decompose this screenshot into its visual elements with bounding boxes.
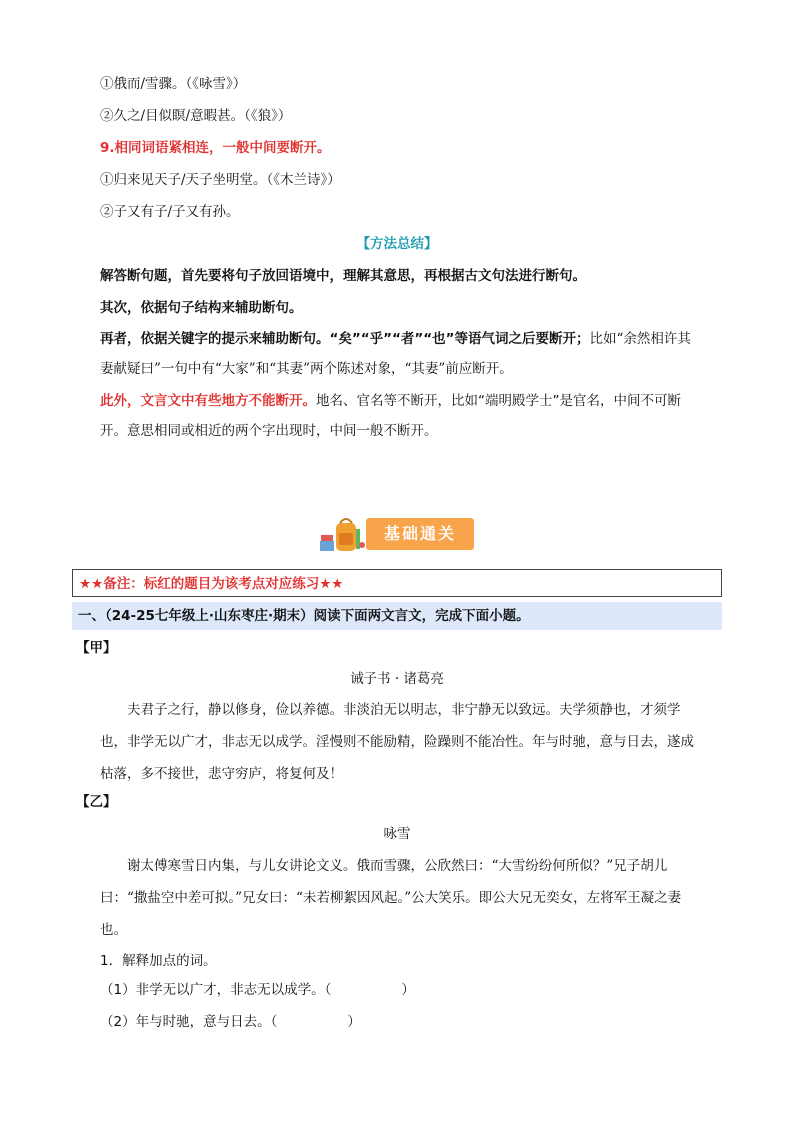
method-paragraph-3-bold: 再者，依据关键字的提示来辅助断句。“矣”“乎”“者”“也”等语气词之后要断开；	[100, 331, 590, 347]
method-paragraph-4-rest: 地名、官名等不断开，比如“端明殿学士”是官名，中间不可断开。意思相同或相近的两个字出现时，中间一般不断开。	[100, 393, 681, 439]
method-paragraph-2: 其次，依据句子结构来辅助断句。	[100, 300, 303, 316]
yi-label: 【乙】	[76, 794, 117, 810]
example-line-1: ①俄而/雪骤。（《咏雪》）	[100, 76, 247, 92]
method-paragraph-1: 解答断句题，首先要将句子放回语境中，理解其意思，再根据古文句法进行断句。	[100, 268, 586, 284]
question-header: 一、（24-25七年级上·山东枣庄·期末）阅读下面两文言文，完成下面小题。	[72, 602, 722, 630]
yi-title: 咏雪	[383, 826, 411, 842]
example-line-2: ②久之/目似瞑/意暇甚。（《狼》）	[100, 108, 292, 124]
close-paren-2: ）	[347, 1014, 361, 1030]
rule-9-example-2: ②子又有子/子又有孙。	[100, 204, 240, 220]
yi-text: 谢太傅寒雪日内集，与儿女讲论文义。俄而雪骤，公欣然曰：“大雪纷纷何所似？”兄子胡儿曰：“撒盐空中差可拟。”兄女曰：“未若柳絮因风起。”公大笑乐。即公大兄无奕女，左将军王凝之妻也。	[100, 858, 682, 938]
rule-9-heading: 9.相同词语紧相连，一般中间要断开。	[100, 140, 331, 156]
method-paragraph-4	[100, 386, 700, 446]
question-1-item-1	[100, 980, 415, 1000]
jia-text: 夫君子之行，静以修身，俭以养德。非淡泊无以明志，非宁静无以致远。夫学须静也，才须学也，非学无以广才，非志无以成学。淫慢则不能励精，险躁则不能冶性。年与时驰，意与日去，遂成枯落，多不接世，悲守穷庐，将复何及！	[100, 702, 694, 782]
rule-9-example-1: ①归来见天子/天子坐明堂。（《木兰诗》）	[100, 172, 341, 188]
question-1-item-2-text: （2）年与时驰，意与日去。（	[100, 1014, 278, 1030]
section-banner	[318, 515, 478, 553]
question-1-title: 1．解释加点的词。	[100, 953, 217, 969]
method-summary-title: 【方法总结】	[356, 236, 438, 252]
school-bag-icon	[318, 515, 366, 553]
method-paragraph-4-red: 此外，文言文中有些地方不能断开。	[100, 393, 316, 409]
question-1-item-2	[100, 1012, 361, 1032]
question-1-item-1-text: （1）非学无以广才，非志无以成学。（	[100, 982, 332, 998]
jia-title: 诫子书 · 诸葛亮	[350, 671, 444, 687]
jia-label: 【甲】	[76, 640, 117, 656]
method-paragraph-3	[100, 324, 700, 384]
close-paren-1: ）	[401, 982, 415, 998]
banner-title: 基础通关	[366, 518, 474, 550]
note-box: ★★备注：标红的题目为该考点对应练习★★	[72, 569, 722, 597]
method-paragraph-3-rest: 比如“余然相许其妻献疑曰”一句中有“大家”和“其妻”两个陈述对象，“其妻”前应断开。	[100, 331, 691, 377]
